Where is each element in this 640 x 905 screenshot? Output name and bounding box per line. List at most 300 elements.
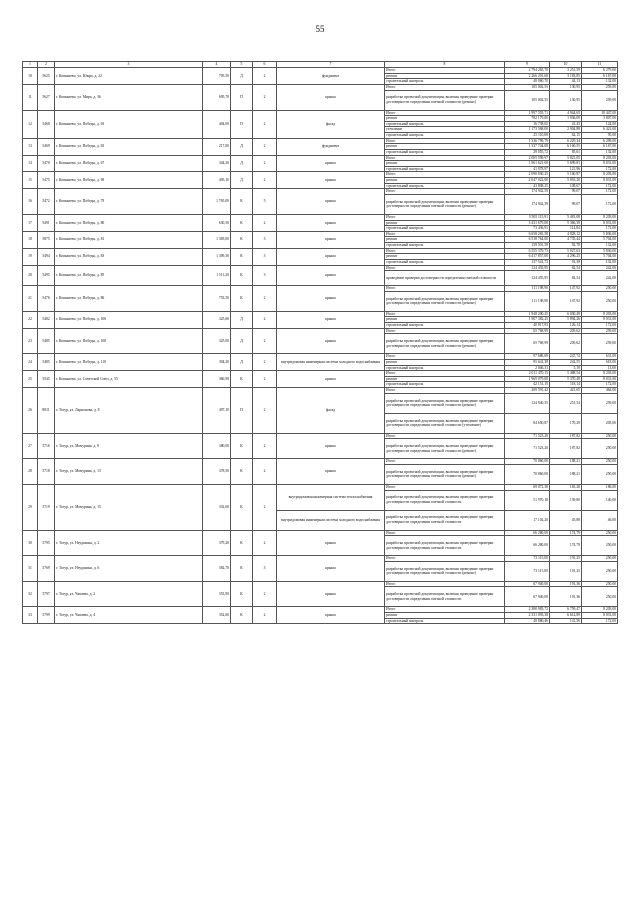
cost-limit: 250,00 xyxy=(582,536,618,556)
work-type: крыша xyxy=(277,214,385,231)
row-number: 30 xyxy=(23,530,38,556)
cost-limit: 8 203,00 xyxy=(582,311,618,317)
house-code: 5476 xyxy=(38,286,55,312)
wall-material: К xyxy=(231,459,253,485)
house-area: 1 511,20 xyxy=(203,265,231,286)
work-type: крыша xyxy=(277,84,385,110)
work-type: крыша xyxy=(277,155,385,172)
house-area: 497,10 xyxy=(203,388,231,434)
cost-total: 174 942,59 xyxy=(505,189,550,195)
cost-item: строительный контроль xyxy=(385,226,505,232)
house-code: 5875 xyxy=(38,231,55,248)
cost-per-sqm: 6 759,47 xyxy=(550,607,582,613)
house-area: 353,90 xyxy=(203,581,231,607)
cost-total: 1 961 621,00 xyxy=(505,161,550,167)
cost-total: 2 794 265,70 xyxy=(505,68,550,74)
cost-item: разработка проектной документации, включая проведение проверки достоверности определения сметной стоимости (ремонт) xyxy=(385,393,505,413)
cost-limit: 6 167,00 xyxy=(582,144,618,150)
cost-total: 43 808,25 xyxy=(505,183,550,189)
row-number: 18 xyxy=(23,231,38,248)
cost-per-sqm: 5 370,40 xyxy=(550,376,582,382)
cost-limit: 250,00 xyxy=(582,464,618,484)
cost-total: 70 860,00 xyxy=(505,459,550,465)
cost-per-sqm: 99,07 xyxy=(550,189,582,195)
cost-item: Итого xyxy=(385,484,505,490)
wall-material: К xyxy=(231,530,253,556)
cost-limit: 259,00 xyxy=(582,90,618,110)
cost-limit: 172,00 xyxy=(582,226,618,232)
cost-total: 1 997 555,71 xyxy=(505,110,550,116)
cost-total: 3 431 679,00 xyxy=(505,220,550,226)
cost-limit: 259,00 xyxy=(582,393,618,413)
cost-limit: 5 704,00 xyxy=(582,237,618,243)
floor-count: 2 xyxy=(253,214,277,231)
cost-total: 1 907 382,25 xyxy=(505,317,550,323)
house-area: 378,50 xyxy=(203,459,231,485)
cost-per-sqm: 5,19 xyxy=(550,365,582,371)
cost-total: 124 455,95 xyxy=(505,271,550,286)
cost-item: Итого xyxy=(385,68,505,74)
house-address: г. Тогур, ул. Мичурина, д. 13 xyxy=(55,459,203,485)
row-number: 14 xyxy=(23,155,38,172)
cost-limit: 8 031,00 xyxy=(582,178,618,184)
cost-item: Итого xyxy=(385,354,505,360)
work-type: внутридомовая инженерная система теплоснабжения xyxy=(277,484,385,510)
cost-item: строительный контроль xyxy=(385,121,505,127)
cost-total: 6 658 265,58 xyxy=(505,231,550,237)
house-code: 5468 xyxy=(38,110,55,138)
floor-count: 2 xyxy=(253,286,277,312)
cost-total: 65 768,99 xyxy=(505,334,550,354)
house-code: 5718 xyxy=(38,459,55,485)
cost-per-sqm: 188,21 xyxy=(550,464,582,484)
cost-limit: 5 704,00 xyxy=(582,254,618,260)
cost-limit: 140,00 xyxy=(582,490,618,510)
house-address: г. Копышево, ул. Победы, д. 65 xyxy=(55,138,203,155)
cost-total: 51 970,18 xyxy=(505,490,550,510)
cost-limit: 172,00 xyxy=(582,183,618,189)
cost-per-sqm: 5 927,63 xyxy=(550,248,582,254)
cost-limit: 205,00 xyxy=(582,413,618,433)
work-type: крыша xyxy=(277,248,385,265)
house-area: 695,70 xyxy=(203,84,231,110)
floor-count: 2 xyxy=(253,354,277,371)
cost-per-sqm: 108,67 xyxy=(550,183,582,189)
cost-total: 25 110,08 xyxy=(505,133,550,139)
cost-limit: 8 203,00 xyxy=(582,155,618,161)
floor-count: 2 xyxy=(253,459,277,485)
house-area: 1 309,30 xyxy=(203,248,231,265)
cost-item: ремонт xyxy=(385,237,505,243)
cost-item: строительный контроль xyxy=(385,365,505,371)
cost-total: 3 505 115,91 xyxy=(505,214,550,220)
cost-limit: 124,00 xyxy=(582,121,618,127)
cost-limit: 259,00 xyxy=(582,84,618,90)
cost-limit: 259,00 xyxy=(582,328,618,334)
cost-per-sqm: 130,95 xyxy=(550,84,582,90)
cost-item: Итого xyxy=(385,581,505,587)
cost-per-sqm: 6 160,55 xyxy=(550,144,582,150)
cost-per-sqm: 5 821,05 xyxy=(550,155,582,161)
house-code: 5769 xyxy=(38,556,55,582)
house-address: г. Тогур, ул. Мичурина, д. 9 xyxy=(55,433,203,459)
house-area: 630,50 xyxy=(203,214,231,231)
cost-limit: 8 203,00 xyxy=(582,371,618,377)
house-address: г. Тогур, ул. Чапаева, д. 2 xyxy=(55,581,203,607)
cost-total: 67 940,00 xyxy=(505,581,550,587)
cost-per-sqm: 141,56 xyxy=(550,618,582,624)
cost-per-sqm: 99,07 xyxy=(550,194,582,214)
wall-material: К xyxy=(231,371,253,388)
cost-per-sqm: 4 735,44 xyxy=(550,237,582,243)
cost-per-sqm: 126,14 xyxy=(550,323,582,329)
wall-material: К xyxy=(231,248,253,265)
table-row xyxy=(23,371,618,377)
house-code: 8811 xyxy=(38,388,55,434)
cost-per-sqm: 191,25 xyxy=(550,561,582,581)
cost-per-sqm: 1 936,09 xyxy=(550,116,582,122)
cost-per-sqm: 5 366,39 xyxy=(550,220,582,226)
row-number: 24 xyxy=(23,354,38,371)
cost-per-sqm: 205,62 xyxy=(550,334,582,354)
cost-item: Итого xyxy=(385,311,505,317)
cost-per-sqm: 6 030,49 xyxy=(550,311,582,317)
cost-item: разработка проектной документации, включая проведение проверки достоверности определения сметной стоимости (ремонт) xyxy=(385,194,505,214)
house-address: г. Копышево, ул. Советской Союз, д. 55 xyxy=(55,371,203,388)
work-type: внутридомовая инженерная система холодного водоснабжения xyxy=(277,510,385,530)
cost-limit: 250,00 xyxy=(582,561,618,581)
cost-limit: 242,00 xyxy=(582,265,618,271)
cost-item: ремонт xyxy=(385,359,505,365)
cost-item: разработка проектной документации, включая проведение проверки достоверности определения сметной стоимости (ремонт) xyxy=(385,291,505,311)
house-area: 1 765,00 xyxy=(203,189,231,215)
cost-item: разработка проектной документации, включая проведение проверки достоверности определения сметной стоимости (ремонт) xyxy=(385,334,505,354)
cost-per-sqm: 242,55 xyxy=(550,359,582,365)
row-number: 16 xyxy=(23,189,38,215)
cost-limit: 250,00 xyxy=(582,556,618,562)
floor-count: 2 xyxy=(253,388,277,434)
cost-total: 209 591,42 xyxy=(505,388,550,394)
cost-limit: 8 031,00 xyxy=(582,317,618,323)
wall-material: К xyxy=(231,214,253,231)
cost-item: ремонт xyxy=(385,178,505,184)
cost-limit: 172,00 xyxy=(582,323,618,329)
cost-per-sqm: 187,82 xyxy=(550,433,582,439)
cost-total: 1 969 079,00 xyxy=(505,376,550,382)
cost-item: разработка проектной документации, включая проведение проверки достоверности определения сметной стоимости xyxy=(385,510,505,530)
cost-limit: 132,00 xyxy=(582,149,618,155)
cost-item: разработка проектной документации, включая проведение проверки достоверности определения сметной стоимости (утепление) xyxy=(385,413,505,433)
cost-total: 71 523,20 xyxy=(505,439,550,459)
table-row xyxy=(23,172,618,178)
wall-material: К xyxy=(231,265,253,286)
table-row xyxy=(23,155,618,161)
row-number: 20 xyxy=(23,265,38,286)
house-code: 5469 xyxy=(38,138,55,155)
work-type: крыша xyxy=(277,530,385,556)
cost-total: 2 266 201,60 xyxy=(505,73,550,79)
floor-count: 2 xyxy=(253,110,277,138)
cost-per-sqm: 191,36 xyxy=(550,581,582,587)
cost-total: 95 641,38 xyxy=(505,359,550,365)
column-number: 6 xyxy=(253,62,277,68)
cost-total: 17 102,20 xyxy=(505,510,550,530)
house-code: 5545 xyxy=(38,371,55,388)
floor-count: 2 xyxy=(253,84,277,110)
row-number: 23 xyxy=(23,328,38,354)
cost-limit: 618,00 xyxy=(582,359,618,365)
cost-item: Итого xyxy=(385,607,505,613)
cost-item: строительный контроль xyxy=(385,323,505,329)
cost-item: Итого xyxy=(385,214,505,220)
cost-total: 16 738,65 xyxy=(505,121,550,127)
column-number: 10 xyxy=(550,62,582,68)
cost-per-sqm: 3 183,85 xyxy=(550,73,582,79)
floor-count: 3 xyxy=(253,231,277,248)
house-address: г. Копышево, ул. Победы, д. 79 xyxy=(55,189,203,215)
cost-total: 67 940,00 xyxy=(505,587,550,607)
cost-item: Итого xyxy=(385,172,505,178)
table-row xyxy=(23,110,618,116)
wall-material: Д xyxy=(231,354,253,371)
cost-total: 6 555 379,73 xyxy=(505,248,550,254)
house-code: 5491 xyxy=(38,214,55,231)
house-area: 382,70 xyxy=(203,556,231,582)
table-row xyxy=(23,607,618,613)
work-type: крыша xyxy=(277,433,385,459)
column-number: 1 xyxy=(23,62,38,68)
cost-per-sqm: 41,43 xyxy=(550,121,582,127)
cost-total: 2 047 022,00 xyxy=(505,178,550,184)
house-code: 5472 xyxy=(38,189,55,215)
table-row xyxy=(23,214,618,220)
cost-limit: 8 031,00 xyxy=(582,161,618,167)
cost-total: 73 436,91 xyxy=(505,226,550,232)
floor-count: 2 xyxy=(253,581,277,607)
cost-item: ремонт xyxy=(385,161,505,167)
cost-item: ремонт xyxy=(385,317,505,323)
house-address: г. Копышево, ул. Победы, д. 106 xyxy=(55,311,203,328)
floor-count: 2 xyxy=(253,155,277,172)
cost-per-sqm: 4 828,12 xyxy=(550,231,582,237)
cost-per-sqm: 170,29 xyxy=(550,413,582,433)
cost-item: строительный контроль xyxy=(385,243,505,249)
cost-per-sqm: 45,88 xyxy=(550,510,582,530)
cost-limit: 250,00 xyxy=(582,581,618,587)
cost-limit: 250,00 xyxy=(582,439,618,459)
work-type: крыша xyxy=(277,607,385,624)
cost-limit: 10 447,00 xyxy=(582,110,618,116)
house-area: 352,60 xyxy=(203,607,231,624)
cost-item: ремонт xyxy=(385,254,505,260)
floor-count: 2 xyxy=(253,433,277,459)
cost-per-sqm: 2 904,88 xyxy=(550,127,582,133)
row-number: 28 xyxy=(23,459,38,485)
house-area: 404,00 xyxy=(203,110,231,138)
work-type: крыша xyxy=(277,311,385,328)
cost-total: 41 978,97 xyxy=(505,166,550,172)
column-number: 5 xyxy=(231,62,253,68)
cost-item: разработка проектной документации, включая проведение проверки достоверности определения сметной стоимости xyxy=(385,587,505,607)
wall-material: П xyxy=(231,110,253,138)
cost-limit: 8 031,00 xyxy=(582,613,618,619)
table-row xyxy=(23,231,618,237)
cost-per-sqm: 251,54 xyxy=(550,393,582,413)
cost-per-sqm: 92,78 xyxy=(550,243,582,249)
cost-limit: 132,00 xyxy=(582,243,618,249)
cost-item: Итого xyxy=(385,371,505,377)
cost-total: 49 886,46 xyxy=(505,618,550,624)
cost-limit: 172,00 xyxy=(582,189,618,195)
cost-item: строительный контроль xyxy=(385,618,505,624)
row-number: 10 xyxy=(23,68,38,85)
cost-item: ремонт xyxy=(385,376,505,382)
cost-total: 2 005 599,97 xyxy=(505,155,550,161)
cost-limit: 6 279,00 xyxy=(582,68,618,74)
cost-per-sqm: 82,54 xyxy=(550,271,582,286)
house-area: 1 305,00 xyxy=(203,231,231,248)
cost-total: 65 768,99 xyxy=(505,328,550,334)
cost-item: строительный контроль xyxy=(385,259,505,265)
floor-count: 2 xyxy=(253,607,277,624)
house-area: 325,60 xyxy=(203,311,231,328)
cost-limit: 5 836,00 xyxy=(582,231,618,237)
cost-total: 2 380 983,72 xyxy=(505,607,550,613)
cost-limit: 95,00 xyxy=(582,133,618,139)
house-address: г. Копышево, ул. Победы, д. 110 xyxy=(55,354,203,371)
row-number: 33 xyxy=(23,607,38,624)
cost-limit: 250,00 xyxy=(582,291,618,311)
work-type: фасад xyxy=(277,388,385,434)
cost-total: 71 523,20 xyxy=(505,433,550,439)
cost-limit: 172,00 xyxy=(582,618,618,624)
cost-limit: 250,00 xyxy=(582,459,618,465)
cost-total: 105 002,55 xyxy=(505,84,550,90)
house-address: г. Тогур, ул. Мичурина, д. 15 xyxy=(55,484,203,530)
cost-item: Итого xyxy=(385,530,505,536)
house-code: 5797 xyxy=(38,581,55,607)
house-code: 5482 xyxy=(38,311,55,328)
cost-item: разработка проектной документации, включая проведение проверки достоверности определения сметной стоимости (ремонт) xyxy=(385,439,505,459)
cost-total: 111 198,90 xyxy=(505,291,550,311)
cost-limit: 132,00 xyxy=(582,79,618,85)
cost-limit: 8 031,00 xyxy=(582,220,618,226)
cost-limit: 242,00 xyxy=(582,271,618,286)
floor-count: 2 xyxy=(253,484,277,530)
cost-per-sqm: 62,15 xyxy=(550,133,582,139)
cost-limit: 5 836,00 xyxy=(582,248,618,254)
cost-limit: 631,00 xyxy=(582,354,618,360)
house-address: г. Копышево, ул. Мира, д. 36 xyxy=(55,84,203,110)
cost-per-sqm: 174,79 xyxy=(550,530,582,536)
cost-per-sqm: 5 699,81 xyxy=(550,161,582,167)
wall-material: К xyxy=(231,433,253,459)
column-number: 3 xyxy=(55,62,203,68)
floor-count: 3 xyxy=(253,556,277,582)
floor-count: 2 xyxy=(253,530,277,556)
cost-limit: 8 203,00 xyxy=(582,607,618,613)
cost-per-sqm: 174,79 xyxy=(550,536,582,556)
cost-item: строительный контроль xyxy=(385,149,505,155)
cost-total: 1 336 799,79 xyxy=(505,138,550,144)
cost-limit: 172,00 xyxy=(582,194,618,214)
cost-per-sqm: 44,13 xyxy=(550,79,582,85)
house-code: 5716 xyxy=(38,433,55,459)
cost-item: строительный контроль xyxy=(385,382,505,388)
work-type: крыша xyxy=(277,371,385,388)
column-number: 7 xyxy=(277,62,385,68)
row-number: 21 xyxy=(23,286,38,312)
cost-limit: 464,00 xyxy=(582,388,618,394)
cost-total: 2 011 470,15 xyxy=(505,371,550,377)
house-code: 5470 xyxy=(38,155,55,172)
work-type: фасад xyxy=(277,110,385,138)
cost-item: Итого xyxy=(385,433,505,439)
row-number: 12 xyxy=(23,110,38,138)
cost-per-sqm: 147,92 xyxy=(550,291,582,311)
cost-per-sqm: 5 488,54 xyxy=(550,371,582,377)
house-address: г. Тогур, ул. Неудахина, д. 6 xyxy=(55,556,203,582)
floor-count: 2 xyxy=(253,371,277,388)
cost-item: строительный контроль xyxy=(385,133,505,139)
page-number: 55 xyxy=(315,24,325,34)
row-number: 25 xyxy=(23,371,38,388)
floor-count: 3 xyxy=(253,248,277,265)
house-address: г. Копышево, ул. Победы, д. 85 xyxy=(55,265,203,286)
cost-item: ремонт xyxy=(385,116,505,122)
work-type: крыша xyxy=(277,265,385,286)
cost-total: 139 501,58 xyxy=(505,243,550,249)
house-code: 5625 xyxy=(38,68,55,85)
cost-limit: 46,00 xyxy=(582,510,618,530)
house-area: 332,60 xyxy=(203,484,231,530)
cost-item: разработка проектной документации, включая проведение проверки достоверности определения сметной стоимости xyxy=(385,536,505,556)
cost-item: Итого xyxy=(385,189,505,195)
floor-count: 2 xyxy=(253,138,277,155)
cost-per-sqm: 130,95 xyxy=(550,90,582,110)
wall-material: Д xyxy=(231,172,253,189)
house-area: 379,20 xyxy=(203,530,231,556)
cost-per-sqm: 121,96 xyxy=(550,166,582,172)
cost-limit: 186,00 xyxy=(582,484,618,490)
cost-per-sqm: 5 160,87 xyxy=(550,172,582,178)
house-code: 5627 xyxy=(38,84,55,110)
column-number: 2 xyxy=(38,62,55,68)
wall-material: П xyxy=(231,388,253,434)
house-area: 380,00 xyxy=(203,433,231,459)
work-type: крыша xyxy=(277,172,385,189)
cost-limit: 8 203,00 xyxy=(582,172,618,178)
cost-item: ремонт xyxy=(385,613,505,619)
house-area: 394,20 xyxy=(203,354,231,371)
work-type: крыша xyxy=(277,328,385,354)
cost-total: 105 002,55 xyxy=(505,90,550,110)
cost-item: Итого xyxy=(385,155,505,161)
cost-item: Итого xyxy=(385,328,505,334)
cost-per-sqm: 139,80 xyxy=(550,490,582,510)
work-type: фундамент xyxy=(277,138,385,155)
column-number: 11 xyxy=(582,62,618,68)
cost-per-sqm: 114,84 xyxy=(550,226,582,232)
cost-total: 48 060,70 xyxy=(505,79,550,85)
house-area: 705,50 xyxy=(203,68,231,85)
cost-item: Итого xyxy=(385,556,505,562)
cost-per-sqm: 4 296,25 xyxy=(550,254,582,260)
cost-limit: 250,00 xyxy=(582,286,618,292)
cost-limit: 250,00 xyxy=(582,587,618,607)
house-area: 753,50 xyxy=(203,286,231,312)
cost-per-sqm: 6 614,89 xyxy=(550,613,582,619)
